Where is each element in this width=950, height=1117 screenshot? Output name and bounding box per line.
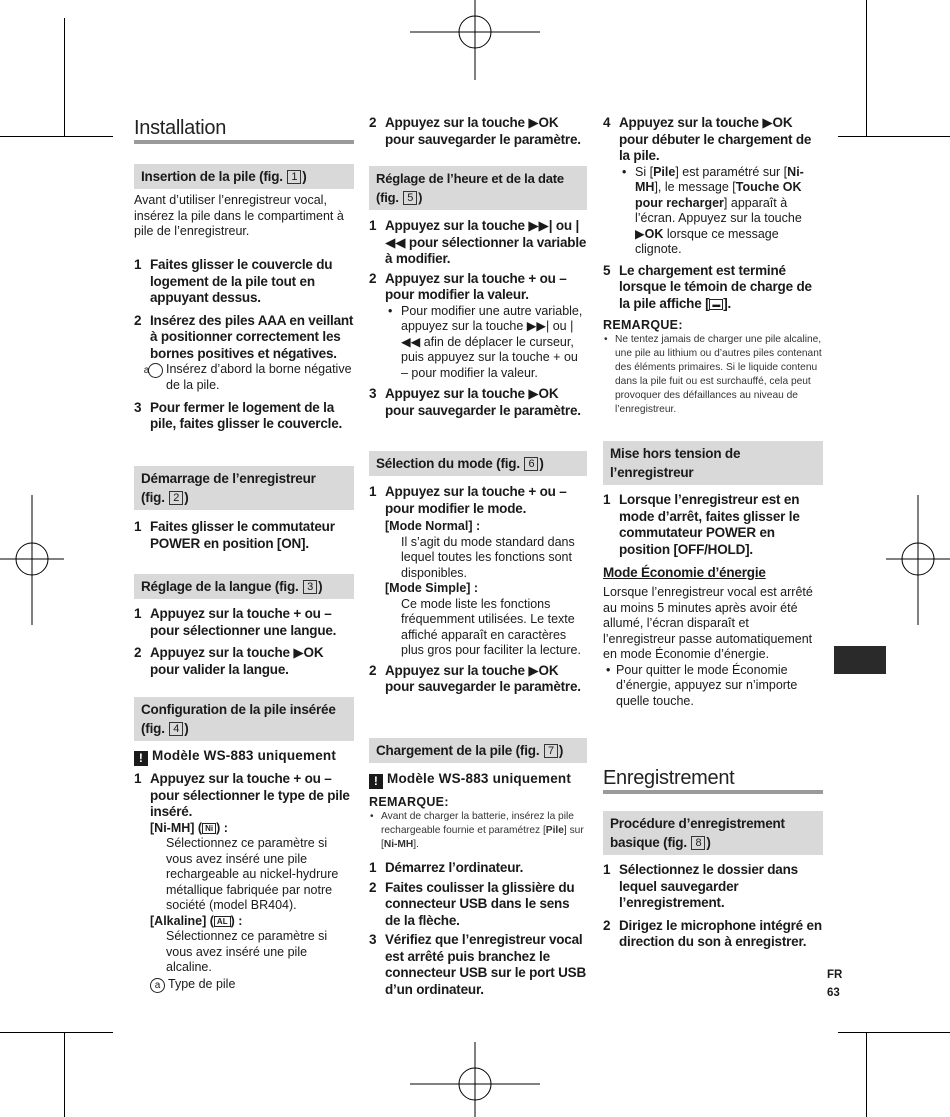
step-text: Le chargement est terminé lorsque le témoin de charge de la pile affiche [ (619, 262, 812, 311)
step-text: Faites glisser le commutateur (150, 519, 335, 534)
header-text: Démarrage de l’enregistreur (141, 471, 316, 486)
step-number: 1 (134, 519, 142, 534)
note-text: ] sur [ (381, 825, 584, 850)
header-demarrage: Démarrage de l’enregistreur (fig. 2 ) (134, 466, 354, 510)
step (603, 492, 823, 558)
note-title: REMARQUE: (369, 795, 449, 809)
fig-ref: 5 (403, 191, 417, 205)
bullet: • Pour modifier une autre variable, appuyez sur la touche ▶▶| ou |◀◀ afin de déplacer le curseur, puis appuyez sur la touche + ou – pour modifier la valeur. (385, 304, 587, 382)
step (134, 645, 354, 678)
step (369, 663, 587, 696)
ok-key: ▶OK (635, 226, 664, 241)
note-bold: Ni-MH (383, 839, 414, 850)
steps-mode (369, 484, 587, 696)
step-number: 2 (369, 879, 377, 895)
note-charge-warning (603, 318, 823, 417)
step (134, 257, 354, 307)
step (603, 918, 823, 951)
step-sub-a (134, 362, 354, 394)
step-text: Appuyez sur la touche (619, 115, 763, 130)
step-number: 1 (369, 860, 377, 875)
step-text: en position [OFF/HOLD]. (619, 525, 775, 557)
header-charge: Chargement de la pile (fig. 7 ) (369, 738, 587, 763)
steps-config (134, 771, 354, 993)
bullet-bold: Touche OK pour recharger (635, 180, 802, 210)
step-text: Appuyez sur la touche ▶▶| ou |◀◀ pour sélectionner la variable à modifier. (385, 218, 587, 266)
step-text: Appuyez sur la touche (385, 386, 529, 401)
crop-mark (64, 18, 65, 136)
steps-insertion (134, 257, 354, 433)
crop-mark (64, 1032, 65, 1117)
step (603, 862, 823, 912)
option-mode-normal: [Mode Normal] : (385, 519, 481, 533)
header-text: Configuration de la pile insérée (141, 702, 336, 717)
header-text: Réglage de la langue (fig. (141, 579, 303, 594)
caption-type (134, 977, 354, 993)
fig-ref: 4 (169, 722, 183, 736)
warning-icon: ! (369, 774, 383, 789)
step-text: Pour fermer le logement de la pile, faites glisser le couvercle. (150, 399, 343, 431)
power-label: POWER (150, 535, 201, 551)
model-notice (134, 747, 354, 766)
note-bold: Pile (545, 825, 564, 836)
steps-langue (134, 606, 354, 678)
section-title-enregistrement: Enregistrement (603, 766, 823, 794)
eco-section (603, 564, 823, 709)
step-text: pour sauvegarder le paramètre. (385, 679, 581, 694)
header-text: (fig. (376, 190, 403, 205)
header-procedure: Procédure d’enregistrement basique (fig. 8 ) (603, 811, 823, 855)
caption-text: Type de pile (168, 976, 236, 991)
header-text: Procédure d’enregistrement (610, 816, 785, 831)
header-text: Mise hors tension de l’enregistreur (610, 446, 741, 480)
note-text: ]. (413, 839, 419, 850)
header-text: (fig. (141, 721, 169, 736)
step-text: Appuyez sur la touche + ou – pour modifier la valeur. (385, 270, 567, 302)
step-text: Faites coulisser la glissière du connecteur USB dans le sens de la flèche. (385, 879, 575, 928)
bullet-text: ], le message [ (654, 180, 736, 194)
step-number: 2 (369, 115, 377, 130)
note-item: • Ne tentez jamais de charger une pile alcaline, une pile au lithium ou d’autres piles contenant des éléments primaires. Si le liquide contenu dans la pile fuit ou est surchauffé, cela peut provoquer des défaillances au niveau de l’enregistreur. (603, 333, 823, 417)
header-text: Insertion de la pile (fig. (141, 169, 287, 184)
fig-ref: 6 (524, 457, 538, 471)
step-number: 1 (369, 484, 377, 499)
step-text: Vérifiez que l’enregistreur vocal est arrêté puis branchez le connecteur USB sur le port USB d’un ordinateur. (385, 932, 587, 997)
header-text: Chargement de la pile (fig. (376, 743, 543, 758)
step (369, 860, 587, 877)
circle-a-icon: a (150, 978, 165, 993)
option-label: Mode Normal (389, 519, 469, 533)
ok-key: ▶OK (293, 645, 324, 660)
step (134, 519, 354, 552)
bullet-text: Si [ (635, 164, 654, 179)
option-label: Mode Simple (389, 581, 467, 595)
step (369, 484, 587, 517)
step-text: pour valider la langue. (150, 661, 289, 677)
step-number: 1 (134, 257, 142, 272)
step-number: 2 (134, 312, 142, 328)
option-mode-simple: [Mode Simple] : (385, 581, 479, 595)
circle-a-icon: a (148, 363, 163, 378)
battery-nimh-icon: Ni (202, 823, 216, 834)
fig-ref: 7 (544, 744, 558, 758)
step-text: Appuyez sur la touche (385, 115, 529, 130)
steps-charge-cont (603, 115, 823, 312)
step-text: pour sauvegarder le paramètre. (385, 402, 581, 418)
step (134, 313, 354, 363)
option-text: Ce mode liste les fonctions fréquemment utilisées. Le texte affiché apparaît en caractères plus gros pour faciliter la lecture. (401, 596, 581, 657)
step-text: pour débuter le chargement de la pile. (619, 131, 812, 163)
header-langue: Réglage de la langue (fig. 3 ) (134, 574, 354, 599)
step-number: 1 (369, 218, 377, 233)
fig-ref: 3 (303, 580, 317, 594)
option-text: Sélectionnez ce paramètre si vous avez inséré une pile rechargeable au nickel-hydrure métallique fabriquée par notre société (model BR404). (166, 836, 339, 912)
step (369, 218, 587, 268)
step (603, 263, 823, 313)
step-number: 1 (134, 771, 142, 786)
bullet-bold: Ni-MH (635, 164, 804, 194)
step-text: pour sauvegarder le paramètre. (385, 131, 581, 147)
step-text: Appuyez sur la touche + ou – pour sélectionner une langue. (150, 606, 337, 638)
step-text: en position [ON]. (200, 535, 309, 551)
header-config: Configuration de la pile insérée (fig. 4 ) (134, 697, 354, 741)
step-text: ]. (723, 295, 732, 311)
ok-key: ▶OK (528, 115, 559, 130)
registration-mark-top (410, 0, 540, 80)
step-text: Appuyez sur la touche + ou – pour sélectionner le type de pile inséré. (150, 771, 350, 819)
bullet-bold: Pile (653, 164, 676, 179)
header-hors-tension (603, 441, 823, 485)
step-text: Appuyez sur la touche (150, 645, 294, 660)
steps-hors (603, 492, 823, 558)
crop-mark (838, 1032, 950, 1033)
registration-mark-left (0, 495, 64, 625)
option-text: Sélectionnez ce paramètre si vous avez inséré une pile alcaline. (166, 929, 328, 974)
eco-text: Lorsque l’enregistreur vocal est arrêté au moins 5 minutes après avoir été allumé, l’écran disparaît et l’enregistreur passe automatiquement en mode Économie d’énergie. (603, 585, 813, 661)
battery-alkaline-icon: AL (214, 916, 231, 927)
step-text: Appuyez sur la touche (385, 662, 529, 678)
step-number: 3 (369, 932, 377, 947)
step (369, 271, 587, 304)
model-notice (369, 770, 587, 789)
page-number: 63 (827, 987, 840, 999)
power-label: POWER (705, 525, 756, 540)
step-text: Appuyez sur la touche + ou – pour modifier le mode. (385, 484, 567, 516)
step (369, 932, 587, 998)
option-label: Ni-MH (154, 820, 191, 835)
eco-title: Mode Économie d’énergie (603, 565, 766, 580)
step-text: Démarrez l’ordinateur. (385, 860, 524, 875)
step-number: 1 (603, 862, 611, 877)
step-number: 3 (369, 386, 377, 401)
header-insertion: Insertion de la pile (fig. 1 ) (134, 164, 354, 189)
step-number: 5 (603, 262, 611, 278)
step-number: 2 (369, 662, 377, 678)
warning-icon: ! (134, 751, 148, 766)
bullet-text: lorsque ce message clignote. (635, 226, 779, 256)
note-item (369, 810, 587, 852)
step (134, 400, 354, 433)
intro-paragraph: Avant d’utiliser l’enregistreur vocal, insérez la pile dans le compartiment à pile de l’enregistreur. (134, 193, 344, 238)
step-number: 2 (134, 645, 142, 660)
note-title: REMARQUE: (603, 318, 683, 332)
option-text: Il s’agit du mode standard dans lequel toutes les fonctions sont disponibles. (401, 534, 575, 580)
steps-continue (369, 115, 587, 148)
option-alkaline: [Alkaline] ( AL ) : (150, 913, 243, 928)
step-number: 3 (134, 399, 142, 415)
header-text: Réglage de l’heure et de la date (376, 171, 564, 186)
battery-full-icon: ▬ (709, 299, 723, 310)
crop-mark (866, 0, 867, 136)
step-number: 1 (134, 606, 142, 621)
steps-charge (369, 860, 587, 998)
note-charge (369, 795, 587, 852)
header-mode: Sélection du mode (fig. 6 ) (369, 451, 587, 476)
header-text: basique (fig. (610, 835, 691, 850)
option-nimh: [Ni-MH] ( Ni ) : (150, 820, 228, 835)
page-lang: FR (827, 969, 843, 981)
header-heure: Réglage de l’heure et de la date (fig. 5 ) (369, 166, 587, 210)
registration-mark-right (886, 495, 950, 625)
step-number: 4 (603, 115, 611, 130)
fig-ref: 2 (169, 491, 183, 505)
steps-demarrage (134, 519, 354, 552)
step-number: 1 (603, 492, 611, 507)
step (134, 771, 354, 821)
model-text: Modèle WS-883 uniquement (387, 771, 572, 786)
step-number: 2 (369, 270, 377, 286)
header-text: Sélection du mode (fig. (376, 456, 524, 471)
crop-mark (866, 1032, 867, 1117)
ok-key: ▶OK (762, 115, 793, 130)
option-label: Alkaline (154, 913, 203, 928)
steps-heure (369, 218, 587, 419)
crop-mark (0, 1032, 113, 1033)
step-number: 2 (603, 917, 611, 933)
steps-enregistrement (603, 862, 823, 951)
note-text: Avant de charger la batterie, insérez la pile rechargeable fournie et paramétrez [ (381, 811, 574, 836)
sub-text: Insérez d’abord la borne négative de la pile. (166, 362, 352, 392)
step (369, 880, 587, 930)
step-text: Faites glisser le couvercle du logement de la pile tout en appuyant dessus. (150, 257, 333, 305)
bullet (619, 165, 823, 258)
ok-key: ▶OK (528, 662, 559, 678)
bullet-text: ] apparaît à l’écran. Appuyez sur la touche (635, 195, 802, 225)
registration-mark-bottom (410, 1042, 540, 1117)
ok-key: ▶OK (528, 386, 559, 401)
fig-ref: 1 (287, 170, 301, 184)
step-text: Lorsque l’enregistreur est en mode d’arrêt, faites glisser le commutateur (619, 492, 800, 540)
step-text: Dirigez le microphone intégré en direction du son à enregistrer. (619, 917, 822, 949)
model-text: Modèle WS-883 uniquement (152, 748, 337, 763)
section-title-installation: Installation (134, 116, 354, 144)
bullet-text: ] est paramétré sur [ (675, 164, 788, 179)
fig-ref: 8 (691, 836, 705, 850)
step-text: Sélectionnez le dossier dans lequel sauvegarder l’enregistrement. (619, 862, 798, 910)
step (134, 606, 354, 639)
bullet: • Pour quitter le mode Économie d’énergie, appuyez sur n’importe quelle touche. (603, 663, 823, 710)
step (369, 386, 587, 419)
crop-mark (0, 136, 113, 137)
step-text: Insérez des piles AAA en veillant à positionner correctement les bornes positives et négatives. (150, 312, 354, 361)
step (369, 115, 587, 148)
chapter-tab (834, 646, 886, 674)
crop-mark (838, 136, 950, 137)
header-text: (fig. (141, 490, 169, 505)
step (603, 115, 823, 165)
